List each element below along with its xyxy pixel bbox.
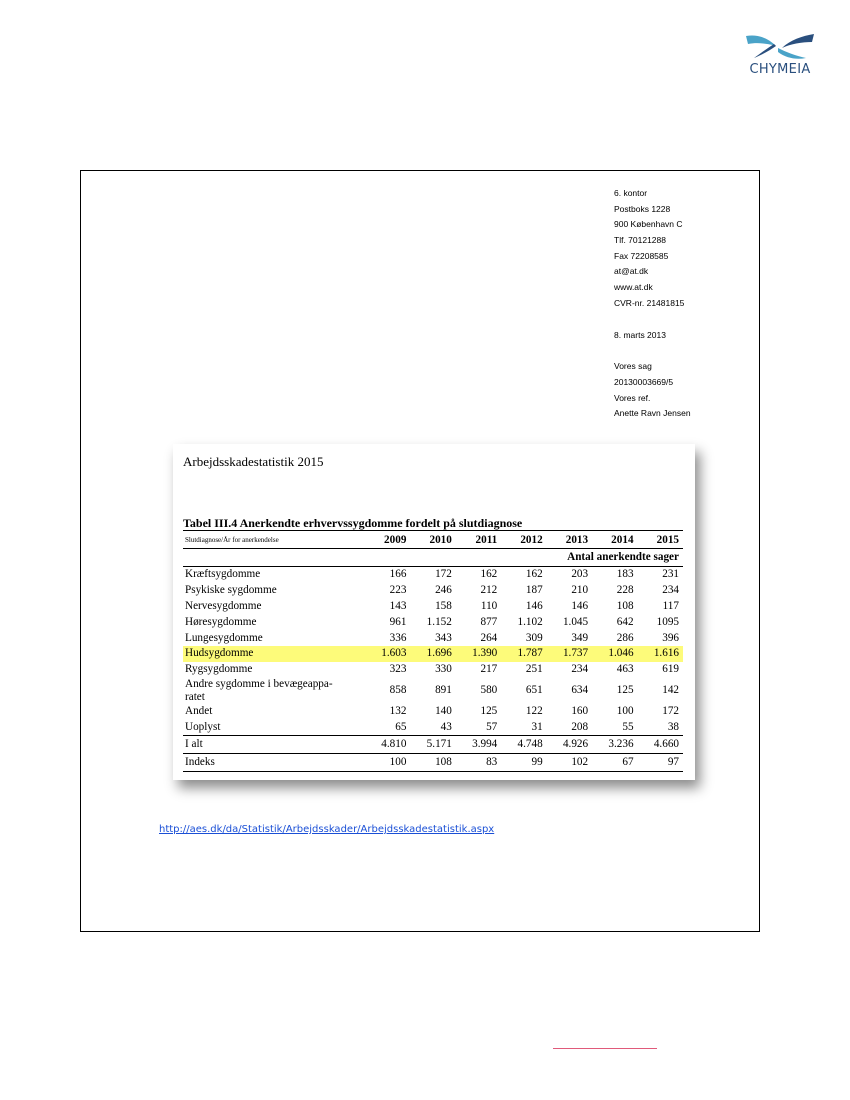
cell-value: 108 bbox=[410, 754, 455, 772]
cell-value: 31 bbox=[531, 720, 543, 733]
cell-value: 1095 bbox=[656, 615, 679, 628]
chymeia-logo bbox=[740, 30, 820, 80]
cell-value: 108 bbox=[616, 599, 634, 612]
cell-value: 38 bbox=[667, 720, 679, 733]
cell-value: 210 bbox=[571, 584, 589, 597]
row-label: Psykiske sygdomme bbox=[185, 584, 277, 597]
cell-value: 877 bbox=[480, 615, 498, 628]
cell-value: 125 bbox=[480, 704, 498, 717]
row-label: I alt bbox=[183, 736, 365, 754]
cell-value: 1.152 bbox=[426, 615, 452, 628]
cell-value: 642 bbox=[616, 615, 634, 628]
cell-value: 3.994 bbox=[456, 736, 501, 754]
year-header: 2011 bbox=[456, 531, 501, 549]
year-header-row bbox=[183, 531, 683, 549]
cell-value: 463 bbox=[616, 663, 634, 676]
cell-value: 172 bbox=[662, 704, 679, 717]
cell-value: 162 bbox=[480, 568, 498, 581]
cell-value: 143 bbox=[389, 599, 407, 612]
cell-value: 4.660 bbox=[638, 736, 683, 754]
address-line: Fax 72208585 bbox=[614, 250, 669, 261]
cell-value: 125 bbox=[616, 684, 634, 697]
address-line: Postboks 1228 bbox=[614, 203, 671, 214]
cell-value: 172 bbox=[435, 568, 452, 581]
address-line: CVR-nr. 21481815 bbox=[614, 297, 685, 308]
source-link[interactable]: http://aes.dk/da/Statistik/Arbejdsskader/Arbejdsskadestatistik.aspx bbox=[159, 824, 495, 835]
cell-value: 97 bbox=[638, 754, 683, 772]
table-row bbox=[183, 662, 683, 678]
cell-value: 5.171 bbox=[410, 736, 455, 754]
row-label: Andet bbox=[185, 704, 213, 717]
row-label: Kræftsygdomme bbox=[185, 568, 261, 581]
cell-value: 961 bbox=[389, 615, 407, 628]
cell-value: 55 bbox=[622, 720, 634, 733]
cell-value: 1.696 bbox=[410, 646, 455, 662]
cell-value: 396 bbox=[662, 631, 679, 644]
cell-value: 3.236 bbox=[592, 736, 637, 754]
row-label: Uoplyst bbox=[185, 720, 221, 733]
year-header: 2010 bbox=[410, 531, 455, 549]
cell-value: 336 bbox=[389, 631, 407, 644]
table-row bbox=[183, 704, 683, 720]
cell-value: 132 bbox=[389, 704, 407, 717]
address-line: 900 København C bbox=[614, 219, 683, 230]
cell-value: 1.616 bbox=[638, 646, 683, 662]
cell-value: 122 bbox=[525, 704, 543, 717]
cell-value: 858 bbox=[389, 684, 407, 697]
cell-value: 1.045 bbox=[562, 615, 589, 628]
reference-line: Anette Ravn Jensen bbox=[614, 408, 691, 419]
year-header: 2009 bbox=[365, 531, 410, 549]
cell-value: 309 bbox=[525, 631, 543, 644]
cell-value: 208 bbox=[571, 720, 589, 733]
year-header: 2015 bbox=[638, 531, 683, 549]
diagnosis-table bbox=[183, 530, 683, 772]
card-header: Arbejdsskadestatistik 2015 bbox=[183, 454, 324, 469]
cell-value: 1.787 bbox=[501, 646, 546, 662]
row-label: Indeks bbox=[183, 754, 365, 772]
year-header: 2012 bbox=[501, 531, 546, 549]
cell-value: 251 bbox=[525, 663, 543, 676]
cell-value: 286 bbox=[616, 631, 634, 644]
cell-value: 100 bbox=[616, 704, 634, 717]
cell-value: 1.390 bbox=[456, 646, 501, 662]
row-label: Hudsygdomme bbox=[183, 646, 365, 662]
cell-value: 100 bbox=[365, 754, 410, 772]
cell-value: 99 bbox=[501, 754, 546, 772]
cell-value: 246 bbox=[435, 584, 452, 597]
cell-value: 57 bbox=[486, 720, 498, 733]
statistics-table-image bbox=[173, 444, 695, 780]
cell-value: 83 bbox=[456, 754, 501, 772]
cell-value: 1.046 bbox=[592, 646, 637, 662]
row-label: Andre sygdomme i bevægeappa- ratet bbox=[185, 677, 333, 703]
cell-value: 264 bbox=[480, 631, 498, 644]
cell-value: 166 bbox=[389, 568, 407, 581]
cell-value: 203 bbox=[571, 568, 589, 581]
letter-frame bbox=[80, 170, 760, 932]
cell-value: 160 bbox=[571, 704, 589, 717]
cell-value: 146 bbox=[525, 599, 543, 612]
table-row bbox=[183, 567, 683, 583]
cell-value: 146 bbox=[571, 599, 589, 612]
reference-line: Vores ref. bbox=[614, 392, 651, 403]
cell-value: 1.603 bbox=[365, 646, 410, 662]
table-title: Tabel III.4 Anerkendte erhvervssygdomme fordelt på slutdiagnose bbox=[183, 516, 523, 530]
cell-value: 580 bbox=[480, 684, 498, 697]
index-row bbox=[183, 754, 683, 772]
cell-value: 634 bbox=[571, 684, 589, 697]
table-row bbox=[183, 599, 683, 615]
row-header-label: Slutdiagnose/År for anerkendelse bbox=[183, 531, 365, 549]
row-label: Høresygdomme bbox=[185, 615, 257, 628]
year-header: 2013 bbox=[547, 531, 592, 549]
subheader-row bbox=[183, 549, 683, 567]
cell-value: 234 bbox=[662, 584, 679, 597]
cell-value: 349 bbox=[571, 631, 589, 644]
footer-divider bbox=[553, 1048, 657, 1049]
cell-value: 223 bbox=[389, 584, 407, 597]
cell-value: 231 bbox=[662, 568, 679, 581]
address-line: www.at.dk bbox=[614, 282, 653, 293]
cell-value: 162 bbox=[525, 568, 543, 581]
table-row bbox=[183, 719, 683, 735]
cell-value: 343 bbox=[435, 631, 452, 644]
address-line: Tlf. 70121288 bbox=[614, 235, 666, 246]
row-label: Rygsygdomme bbox=[185, 663, 253, 676]
address-block bbox=[614, 186, 754, 422]
cell-value: 323 bbox=[389, 663, 407, 676]
cell-value: 4.926 bbox=[547, 736, 592, 754]
total-row bbox=[183, 736, 683, 754]
cell-value: 217 bbox=[480, 663, 498, 676]
table-row bbox=[183, 630, 683, 646]
cell-value: 330 bbox=[435, 663, 452, 676]
cell-value: 43 bbox=[440, 720, 452, 733]
cell-value: 212 bbox=[480, 584, 498, 597]
row-label: Lungesygdomme bbox=[185, 631, 263, 644]
year-header: 2014 bbox=[592, 531, 637, 549]
row-label: Nervesygdomme bbox=[185, 599, 262, 612]
cell-value: 183 bbox=[616, 568, 634, 581]
table-row bbox=[183, 583, 683, 599]
cell-value: 67 bbox=[592, 754, 637, 772]
address-line: 6. kontor bbox=[614, 188, 648, 198]
cell-value: 110 bbox=[480, 599, 498, 612]
subheader-label: Antal anerkendte sager bbox=[365, 549, 683, 567]
cell-value: 102 bbox=[547, 754, 592, 772]
table-row bbox=[183, 678, 683, 704]
cell-value: 1.737 bbox=[547, 646, 592, 662]
reference-line: Vores sag bbox=[614, 361, 652, 372]
table-row bbox=[183, 646, 683, 662]
cell-value: 142 bbox=[662, 684, 679, 697]
cell-value: 140 bbox=[435, 704, 452, 717]
cell-value: 117 bbox=[662, 599, 679, 612]
chymeia-logo-icon bbox=[740, 30, 820, 62]
reference-line: 20130003669/5 bbox=[614, 376, 674, 387]
cell-value: 158 bbox=[435, 599, 452, 612]
table-row bbox=[183, 614, 683, 630]
cell-value: 234 bbox=[571, 663, 589, 676]
cell-value: 651 bbox=[525, 684, 543, 697]
cell-value: 619 bbox=[662, 663, 679, 676]
cell-value: 228 bbox=[616, 584, 634, 597]
cell-value: 891 bbox=[435, 684, 452, 697]
cell-value: 4.810 bbox=[365, 736, 410, 754]
cell-value: 4.748 bbox=[501, 736, 546, 754]
logo-text: CHYMEIA bbox=[749, 62, 811, 77]
cell-value: 1.102 bbox=[517, 615, 543, 628]
letter-date: 8. marts 2013 bbox=[614, 329, 666, 340]
cell-value: 187 bbox=[525, 584, 543, 597]
cell-value: 65 bbox=[395, 720, 407, 733]
address-line: at@at.dk bbox=[614, 266, 649, 277]
